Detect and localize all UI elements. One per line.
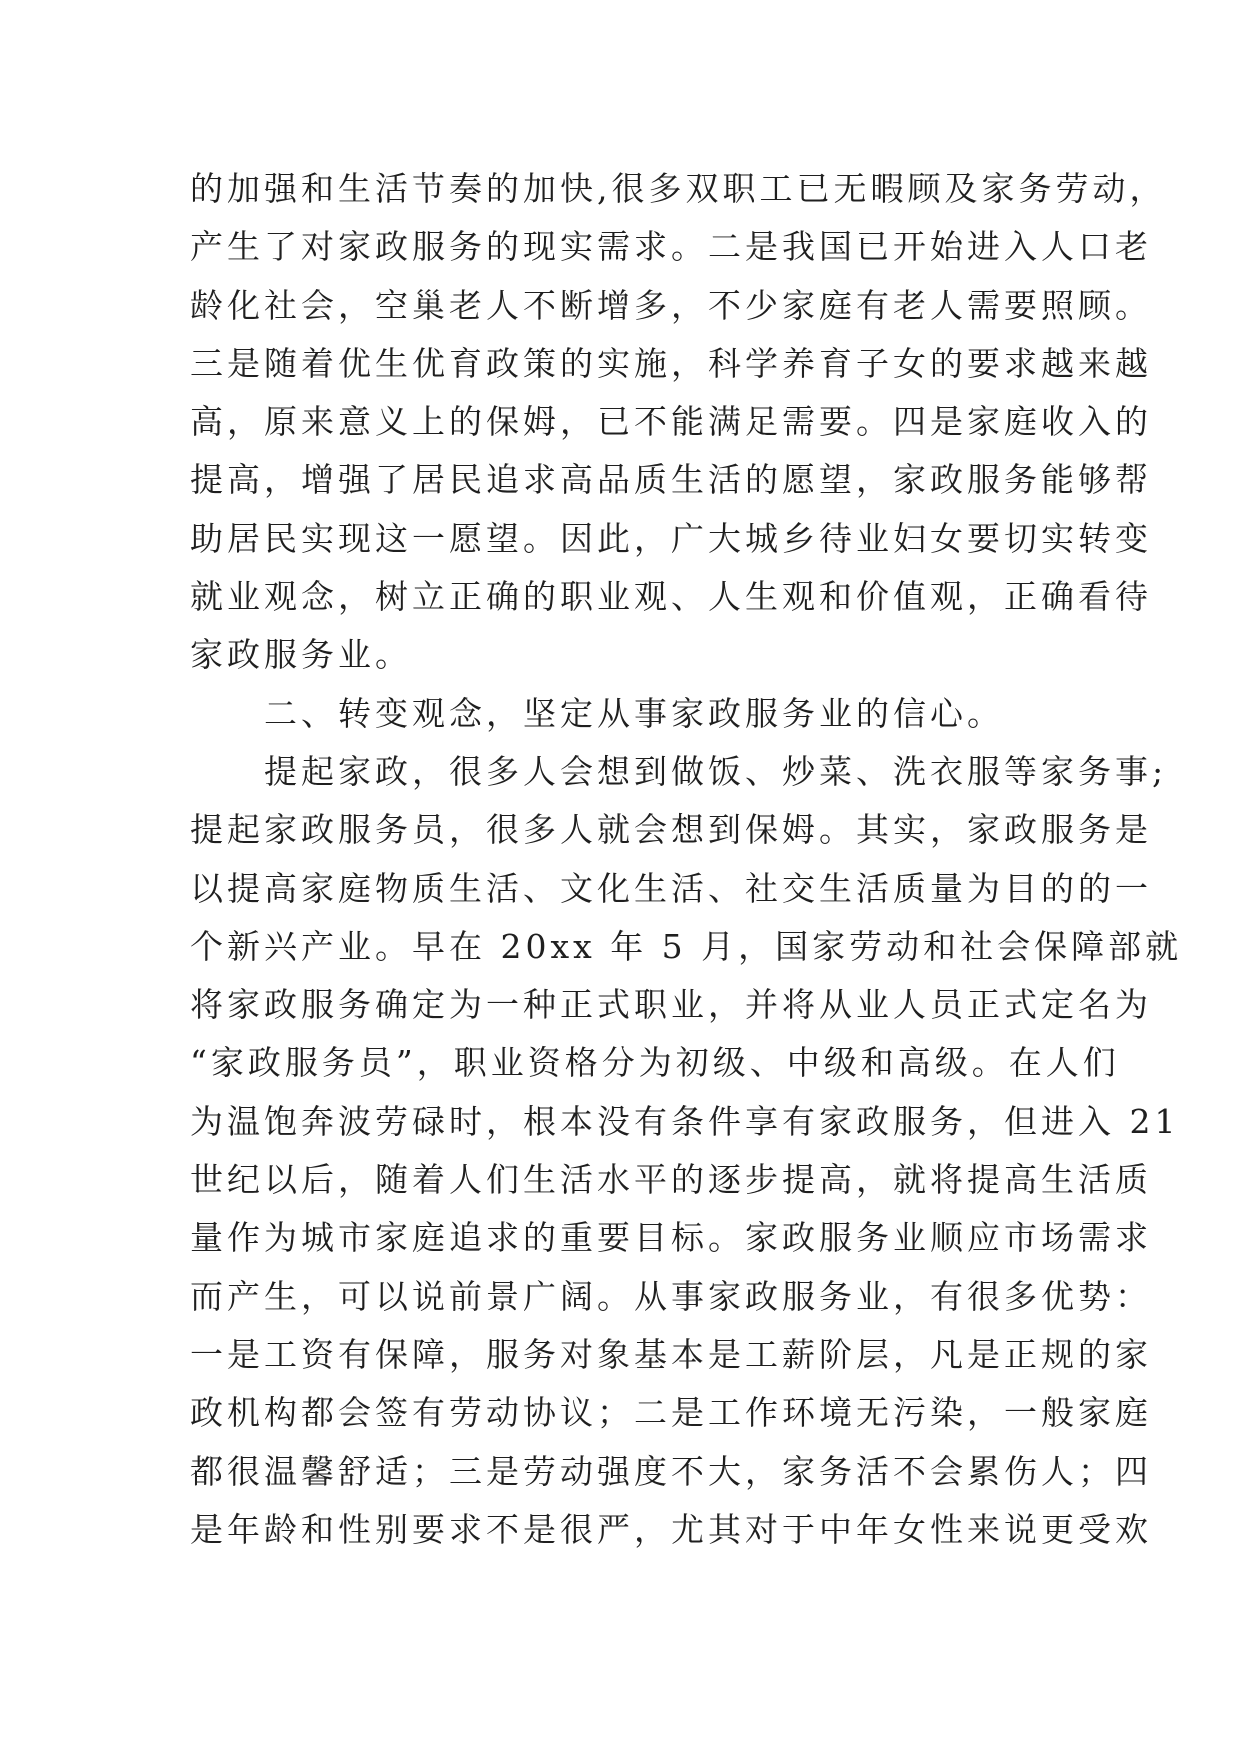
text-line: 都很温馨舒适；三是劳动强度不大，家务活不会累伤人；四 xyxy=(190,1451,1152,1491)
text-line: 助居民实现这一愿望。因此，广大城乡待业妇女要切实转变 xyxy=(190,518,1152,558)
text-line: 就业观念，树立正确的职业观、人生观和价值观，正确看待 xyxy=(190,577,1152,617)
text-line: 三是随着优生优育政策的实施，科学养育子女的要求越来越 xyxy=(190,343,1152,383)
text-line: 产生了对家政服务的现实需求。二是我国已开始进入人口老 xyxy=(190,227,1152,267)
text-line: 一是工资有保障，服务对象基本是工薪阶层，凡是正规的家 xyxy=(190,1334,1152,1374)
text-line: 是年龄和性别要求不是很严，尤其对于中年女性来说更受欢 xyxy=(190,1509,1152,1549)
text-line: 世纪以后，随着人们生活水平的逐步提高，就将提高生活质 xyxy=(190,1160,1152,1200)
section-heading: 二、转变观念，坚定从事家政服务业的信心。 xyxy=(190,693,1004,733)
text-line: 龄化社会，空巢老人不断增多，不少家庭有老人需要照顾。 xyxy=(190,285,1152,325)
text-line: 量作为城市家庭追求的重要目标。家政服务业顺应市场需求 xyxy=(190,1218,1152,1258)
text-line: 政机构都会签有劳动协议；二是工作环境无污染，一般家庭 xyxy=(190,1393,1152,1433)
text-line: 为温饱奔波劳碌时，根本没有条件享有家政服务，但进入 21 xyxy=(190,1101,1180,1141)
text-line: 高，原来意义上的保姆，已不能满足需要。四是家庭收入的 xyxy=(190,402,1152,442)
text-line: 的加强和生活节奏的加快,很多双职工已无暇顾及家务劳动， xyxy=(190,169,1167,208)
text-line: 以提高家庭物质生活、文化生活、社交生活质量为目的的一 xyxy=(190,868,1152,908)
text-line: 将家政服务确定为一种正式职业，并将从业人员正式定名为 xyxy=(190,985,1152,1025)
text-line: 个新兴产业。早在 20xx 年 5 月，国家劳动和社会保障部就 xyxy=(190,926,1183,966)
body-text xyxy=(190,160,1183,1559)
text-line: 提高，增强了居民追求高品质生活的愿望，家政服务能够帮 xyxy=(190,460,1152,500)
text-line: 而产生，可以说前景广阔。从事家政服务业，有很多优势： xyxy=(190,1276,1152,1316)
text-line: 提起家政服务员，很多人就会想到保姆。其实，家政服务是 xyxy=(190,810,1152,850)
text-line: 提起家政，很多人会想到做饭、炒菜、洗衣服等家务事; xyxy=(190,751,1168,791)
text-line: “家政服务员”，职业资格分为初级、中级和高级。在人们 xyxy=(190,1043,1120,1083)
text-line: 家政服务业。 xyxy=(190,635,412,675)
